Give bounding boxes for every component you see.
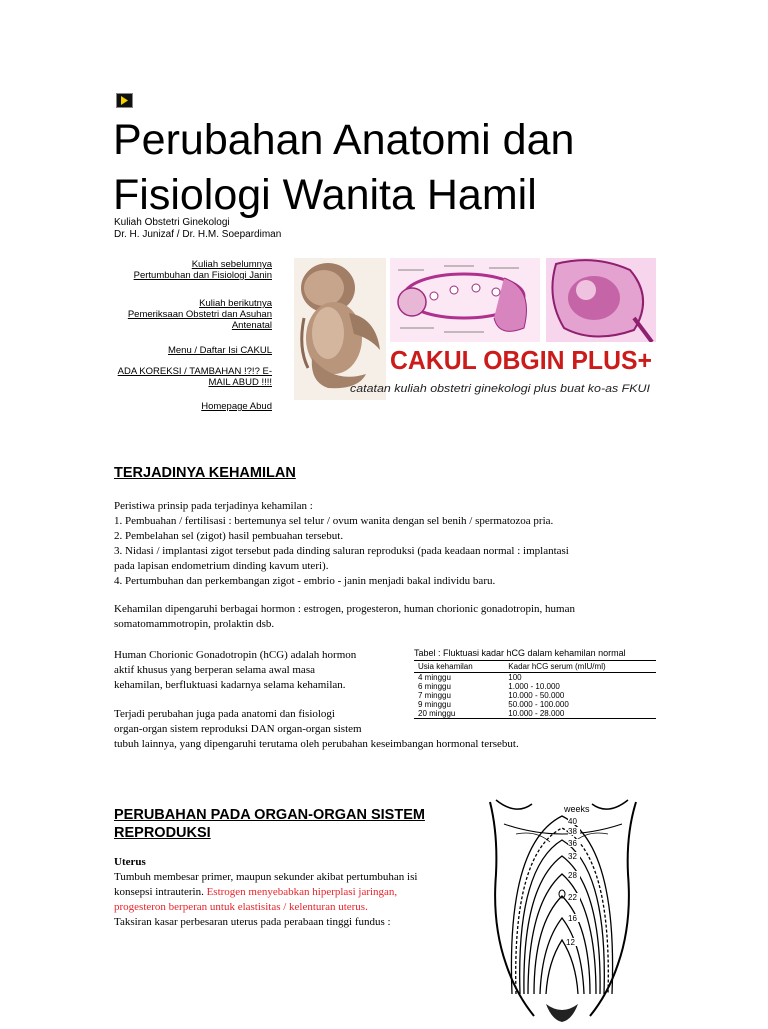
hcg-level-cell: 100 bbox=[508, 673, 522, 682]
hcg-age-cell: 7 minggu bbox=[418, 691, 451, 700]
change-line-2: organ-organ sistem reproduksi DAN organ-organ sistem bbox=[114, 723, 362, 735]
nav-homepage-link[interactable]: Homepage Abud bbox=[201, 401, 272, 412]
section-heading-perubahan-line-2: REPRODUKSI bbox=[114, 825, 211, 841]
page-title-line-2: Fisiologi Wanita Hamil bbox=[113, 171, 537, 219]
fundus-label-28: 28 bbox=[568, 871, 577, 880]
page-title-line-1: Perubahan Anatomi dan bbox=[113, 116, 575, 164]
fundus-label-12: 12 bbox=[566, 938, 575, 947]
section1-step-1: 1. Pembuahan / fertilisasi : bertemunya sel telur / ovum wanita dengan sel benih / spermatozoa pria. bbox=[114, 515, 554, 527]
uterus-subheading: Uterus bbox=[114, 856, 146, 868]
uterus-paragraph bbox=[114, 855, 470, 930]
nav-next-title-1: Pemeriksaan Obstetri dan Asuhan bbox=[127, 309, 272, 320]
hcg-level-cell: 10.000 - 28.000 bbox=[504, 709, 656, 719]
cakul-banner bbox=[294, 258, 656, 400]
fetus-uterus-diagram bbox=[546, 258, 656, 342]
hcg-age-cell: 6 minggu bbox=[418, 682, 451, 691]
uterus-line-2 bbox=[114, 885, 470, 900]
hcg-table-header bbox=[414, 661, 656, 673]
hcg-paragraph bbox=[114, 648, 404, 693]
section1-step-3b: pada lapisan endometrium dinding kavum uteri). bbox=[114, 560, 329, 572]
nav-feedback-line-2: MAIL ABUD !!!! bbox=[208, 377, 272, 388]
uterus-line-2-a: konsepsi intrauterin. bbox=[114, 886, 207, 898]
back-arrow-icon[interactable] bbox=[116, 93, 133, 108]
hcg-level-cell: 10.000 - 50.000 bbox=[508, 691, 565, 700]
hcg-age-cell: 4 minggu bbox=[418, 673, 451, 682]
change-line-1: Terjadi perubahan juga pada anatomi dan fisiologi bbox=[114, 708, 335, 720]
uterus-line-1: Tumbuh membesar primer, maupun sekunder akibat pertumbuhan isi bbox=[114, 871, 418, 883]
table-row bbox=[414, 709, 656, 719]
page-title bbox=[113, 113, 673, 223]
lecturers: Dr. H. Junizaf / Dr. H.M. Soepardiman bbox=[114, 229, 282, 240]
nav-prev-link[interactable] bbox=[110, 259, 272, 281]
change-line-3: tubuh lainnya, yang dipengaruhi terutama oleh perubahan keseimbangan hormonal tersebut. bbox=[114, 738, 519, 750]
section1-step-4: 4. Pertumbuhan dan perkembangan zigot - embrio - janin menjadi bakal individu baru. bbox=[114, 575, 496, 587]
fundus-height-figure bbox=[476, 794, 646, 1024]
nav-prev-label: Kuliah sebelumnya bbox=[191, 259, 272, 270]
hcg-table-grid bbox=[414, 660, 656, 719]
nav-feedback-link[interactable] bbox=[110, 366, 272, 388]
hcg-line-2: aktif khusus yang berperan selama awal masa bbox=[114, 664, 315, 676]
hcg-age-cell: 20 minggu bbox=[414, 709, 504, 719]
fundus-label-36: 36 bbox=[568, 839, 577, 848]
fundus-label-38: 38 bbox=[568, 827, 577, 836]
hormones-line-2: somatomammotropin, prolaktin dsb. bbox=[114, 618, 275, 630]
section1-step-2: 2. Pembelahan sel (zigot) hasil pembuahan tersebut. bbox=[114, 530, 344, 542]
nav-next-link[interactable] bbox=[110, 298, 272, 331]
fundus-unit-label: weeks bbox=[564, 804, 590, 814]
hcg-line-1: Human Chorionic Gonadotropin (hCG) adalah hormon bbox=[114, 649, 357, 661]
fundus-label-22: 22 bbox=[568, 893, 577, 902]
hcg-table-caption: Tabel : Fluktuasi kadar hCG dalam kehamilan normal bbox=[414, 648, 626, 658]
hormones-line-1: Kehamilan dipengaruhi berbagai hormon : estrogen, progesteron, human chorionic gonadotropin, human bbox=[114, 603, 575, 615]
fundus-label-16: 16 bbox=[568, 914, 577, 923]
section1-body bbox=[114, 499, 654, 589]
fetus-photo bbox=[294, 258, 386, 400]
section-heading-terjadinya: TERJADINYA KEHAMILAN bbox=[114, 465, 296, 481]
course-name: Kuliah Obstetri Ginekologi bbox=[114, 217, 230, 228]
hcg-level-cell: 50.000 - 100.000 bbox=[508, 700, 569, 709]
hormones-paragraph bbox=[114, 602, 654, 632]
course-credit bbox=[114, 217, 281, 241]
hcg-line-3: kehamilan, berfluktuasi kadarnya selama kehamilan. bbox=[114, 679, 346, 691]
hcg-col-level: Kadar hCG serum (mIU/ml) bbox=[504, 661, 656, 673]
uterus-line-3: progesteron berperan untuk elastisitas / kelenturan uterus. bbox=[114, 901, 368, 913]
nav-menu-link[interactable]: Menu / Daftar Isi CAKUL bbox=[167, 345, 272, 356]
hcg-age-cell: 9 minggu bbox=[418, 700, 451, 709]
section-heading-perubahan bbox=[114, 806, 454, 842]
nav-next-title-2: Antenatal bbox=[231, 320, 272, 331]
nav-prev-title: Pertumbuhan dan Fisiologi Janin bbox=[133, 270, 272, 281]
nav-feedback-line-1: ADA KOREKSI / TAMBAHAN !?!? E- bbox=[117, 366, 272, 377]
section1-intro: Peristiwa prinsip pada terjadinya kehamilan : bbox=[114, 500, 313, 512]
reproduction-diagram bbox=[390, 258, 540, 342]
hcg-col-age: Usia kehamilan bbox=[414, 661, 504, 673]
banner-tagline: catatan kuliah obstetri ginekologi plus buat ko-as FKUI bbox=[350, 383, 650, 395]
fundus-label-40: 40 bbox=[568, 817, 577, 826]
nav-next-label: Kuliah berikutnya bbox=[199, 298, 272, 309]
hcg-level-cell: 1.000 - 10.000 bbox=[508, 682, 560, 691]
hcg-table bbox=[414, 648, 656, 719]
section-heading-perubahan-line-1: PERUBAHAN PADA ORGAN-ORGAN SISTEM bbox=[114, 807, 425, 823]
table-row bbox=[414, 691, 656, 700]
table-row bbox=[414, 682, 656, 691]
table-row bbox=[414, 700, 656, 709]
banner-brand: CAKUL OBGIN PLUS+ bbox=[390, 345, 652, 375]
section1-step-3a: 3. Nidasi / implantasi zigot tersebut pada dinding saluran reproduksi (pada keadaan normal : implantasi bbox=[114, 545, 569, 557]
table-row bbox=[414, 673, 656, 683]
uterus-line-4: Taksiran kasar perbesaran uterus pada perabaan tinggi fundus : bbox=[114, 916, 391, 928]
fundus-label-32: 32 bbox=[568, 852, 577, 861]
uterus-line-2-emphasis: Estrogen menyebabkan hiperplasi jaringan, bbox=[206, 886, 398, 898]
